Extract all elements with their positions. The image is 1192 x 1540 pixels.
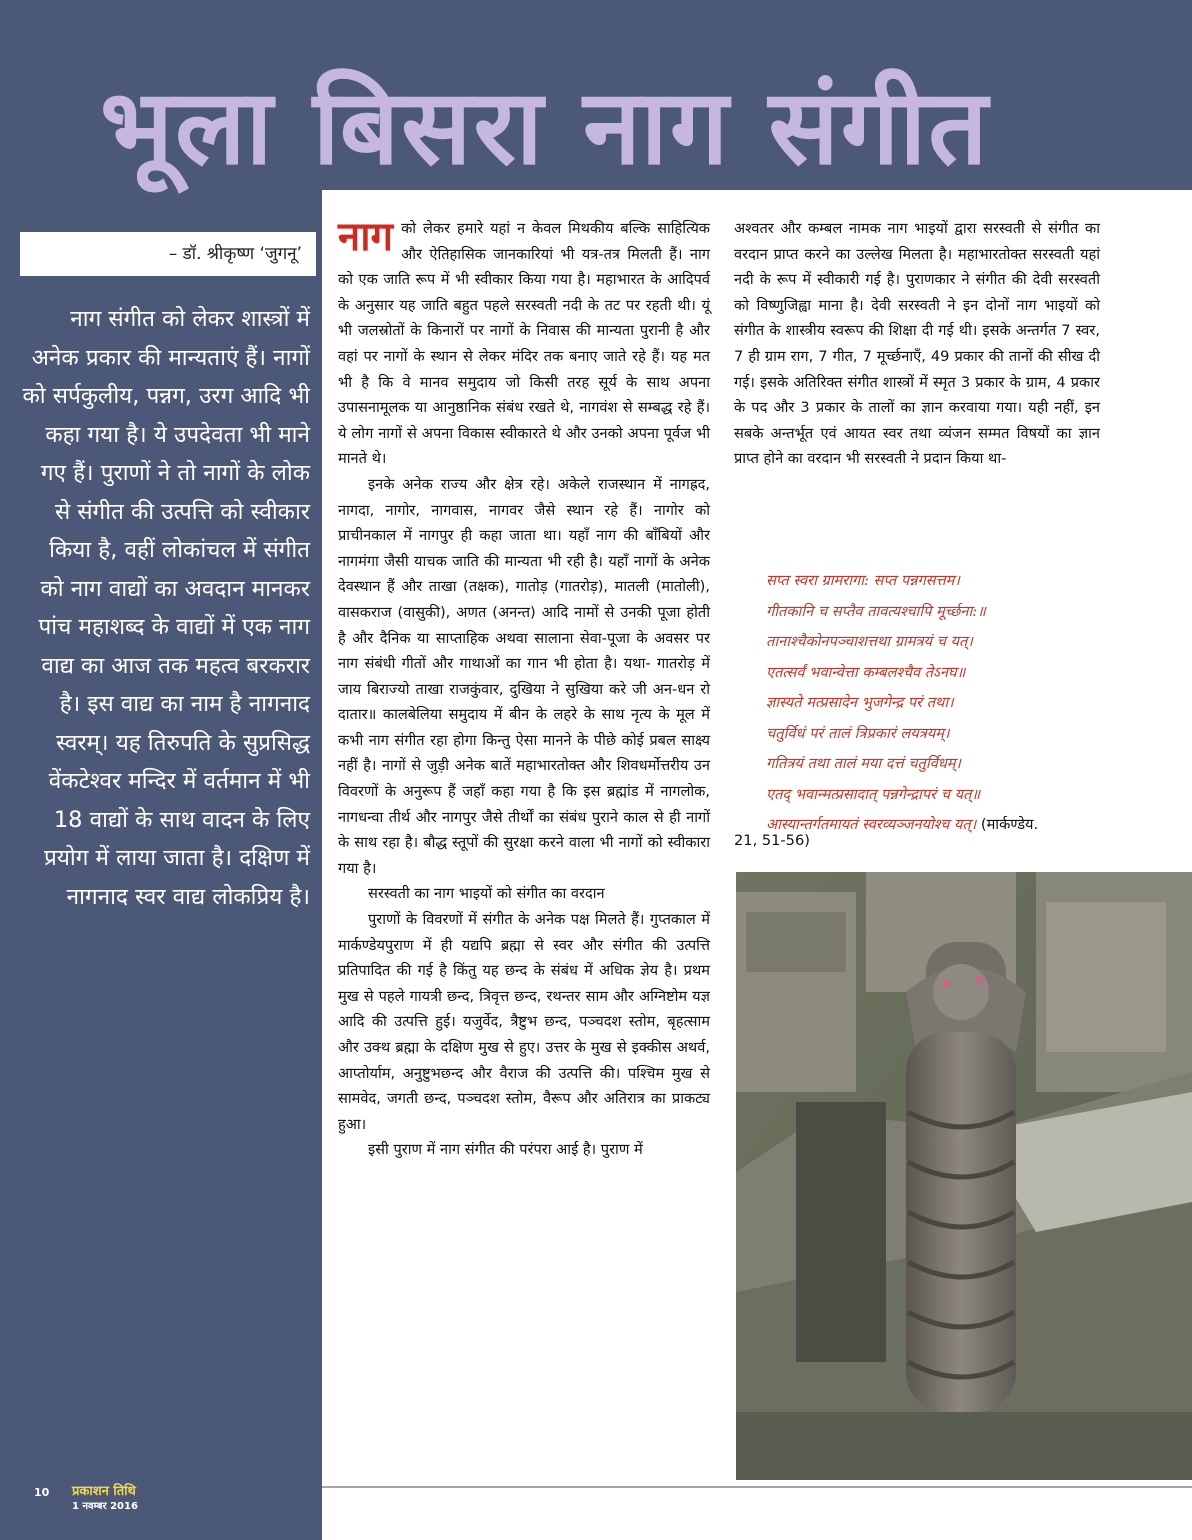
footer-rule bbox=[322, 1486, 1192, 1488]
verse-line: चतुर्विधं परं तालं त्रिप्रकारं लयत्रयम्। bbox=[766, 724, 950, 742]
verse-line: सप्त स्वरा ग्रामरागा: सप्त पन्नगसत्तम। bbox=[766, 572, 960, 589]
column-2-text: अश्वतर और कम्बल नामक नाग भाइयों द्वारा सरस्वती से संगीत का वरदान प्राप्त करने का उल्लेख मिलता है। महाभारतोक्त सरस्वती यहां नदी के रूप में स्वीकारी गई है। पुराणकार ने संगीत की देवी सरस्वती को विष्णुजिह्वा माना है। देवी सरस्वती ने इन दोनों नाग भाइयों को संगीत के शास्त्रीय स्वरूप की शिक्षा दी गई थी। इसके अन्तर्गत 7 स्वर, 7 ही ग्राम राग, 7 गीत, 7 मूर्च्छनाएँ, 49 प्रकार की तानों की सीख दी गई। इसके अतिरिक्त संगीत शास्त्रों में स्मृत 3 प्रकार के ग्राम, 4 प्रकार के पद और 3 प्रकार के तालों का ज्ञान करवाया गया। यही नहीं, इन सबके अन्तर्भूत एवं आयत स्वर तथा व्यंजन सम्मत विषयों का ज्ञान प्राप्त होने का वरदान भी सरस्वती ने प्रदान किया था- bbox=[734, 220, 1100, 468]
verse-line: एतद् भवान्मत्प्रसादात् पन्नगेन्द्रापरं च यत्॥ bbox=[766, 785, 981, 803]
paragraph-3: पुराणों के विवरणों में संगीत के अनेक पक्ष मिलते हैं। गुप्तकाल में मार्कण्डेयपुराण में ही यद्यपि ब्रह्मा से स्वर और संगीत की उत्पत्ति प्रतिपादित की गई है किंतु यह छन्द के संबंध में अधिक ज्ञेय है। प्रथम मुख से पहले गायत्री छन्द, त्रिवृत्त छन्द, रथन्तर साम और अग्निष्टोम यज्ञ आदि की उत्पत्ति हुई। यजुर्वेद, त्रैष्टुभ छन्द, पञ्चदश स्तोम, बृहत्साम और उक्थ ब्रह्मा के दक्षिण मुख से हुए। उत्तर के मुख से इक्कीस अथर्व, आप्तोर्याम, अनुष्टुभछन्द और वैराज की उत्पत्ति की। पश्चिम मुख से सामवेद, जगती छन्द, पञ्चदश स्तोम, वैरूप और अतिरात्र का प्राकट्य हुआ। bbox=[338, 911, 710, 1133]
verse-reference-end: 21, 51-56) bbox=[734, 832, 810, 849]
verse-line bbox=[766, 810, 1156, 841]
article-column-2 bbox=[734, 216, 1100, 472]
paragraph-1-text: को लेकर हमारे यहां न केवल मिथकीय बल्कि साहित्यिक और ऐतिहासिक जानकारियां भी यत्र-तत्र मिलती हैं। नाग को एक जाति रूप में भी स्वीकार किया गया है। महाभारत के आदिपर्व के अनुसार यह जाति बहुत पहले सरस्वती नदी के तट पर रहती थी। यूं भी जलस्रोतों के किनारों पर नागों के निवास की मान्यता पुरानी है और वहां पर नागों के स्थान से लेकर मंदिर तक बनाए जाते रहे हैं। यह मत भी है कि वे मानव समुदाय जो किसी तरह सूर्य के साथ अपना उपासनामूलक या आनुष्ठानिक संबंध रखते थे, नागवंश से सम्बद्ध रहे हैं। ये लोग नागों से अपना विकास स्वीकारते थे और उनको अपना पूर्वज भी मानते थे। bbox=[338, 220, 710, 468]
magazine-name: प्रकाशन तिथि bbox=[72, 1484, 136, 1499]
verse-line: तानाश्चैकोनपञ्चाशत्तथा ग्रामत्रयं च यत्। bbox=[766, 633, 973, 650]
paragraph-1 bbox=[338, 216, 710, 472]
naga-sculpture-photo bbox=[736, 872, 1192, 1480]
verse-line: गीतकानि च सप्तैव तावत्यश्चापि मूर्च्छना:॥ bbox=[766, 602, 986, 620]
issue-date: 1 नवम्बर 2016 bbox=[72, 1501, 138, 1512]
page-number: 10 bbox=[34, 1486, 50, 1499]
verse-line: ज्ञास्यते मत्प्रसादेन भुजगेन्द्र परं तथा। bbox=[766, 694, 954, 711]
naga-sculpture-image bbox=[736, 872, 1192, 1480]
page-title: भूला बिसरा नाग संगीत bbox=[100, 66, 990, 188]
sanskrit-verse bbox=[766, 566, 1156, 841]
paragraph-4: इसी पुराण में नाग संगीत की परंपरा आई है। पुराण में bbox=[368, 1141, 643, 1159]
article-column-1 bbox=[338, 216, 710, 1163]
section-subhead: सरस्वती का नाग भाइयों को संगीत का वरदान bbox=[368, 885, 605, 903]
drop-cap-word: नाग bbox=[338, 214, 394, 260]
paragraph-2: इनके अनेक राज्य और क्षेत्र रहे। अकेले राजस्थान में नागह्रद, नागदा, नागोर, नागवास, नागवर जैसे स्थान रहे हैं। नागोर को प्राचीनकाल में नागपुर ही कहा जाता था। यहाँ नाग की बाँबियों और नागमंगा जैसी याचक जाति की मान्यता भी रही है। यहाँ नागों के अनेक देवस्थान हैं और ताखा (तक्षक), गातोड़ (गातरोड़), मातली (मातोली), वासकराज (वासुकी), अणत (अनन्त) आदि नामों से उनकी पूजा होती है और दैनिक या साप्ताहिक अथवा सालाना सेवा-पूजा के अवसर पर नाग संबंधी गीतों और गाथाओं का गान भी होता है। यथा- गातरोड़ में जाय बिराज्यो ताखा राजकुंवार, दुखिया ने सुखिया करे जी अन-धन रो दातार॥ कालबेलिया समुदाय में बीन के लहरे के साथ नृत्य के मूल में कभी नाग संगीत रहा होगा किन्तु ऐसा मानने के पीछे कोई प्रबल साक्ष्य नहीं है। नागों से जुड़ी अनेक बातें महाभारतोक्त और शिवधर्मोत्तरीय उन विवरणों के अनुरूप हैं जहाँ कहा गया है कि इस ब्रह्मांड में नागलोक, नागधन्वा तीर्थ और नागपुर जैसे तीर्थों का संबंध पुराने काल से ही नागों के साथ रहा है। बौद्ध स्तूपों की सुरक्षा करने वाला भी नागों को स्वीकारा गया है। bbox=[338, 475, 710, 877]
verse-line: गतित्रयं तथा तालं मया दत्तं चतुर्विधम्। bbox=[766, 755, 961, 772]
verse-reference-start: (मार्कण्डेय. bbox=[980, 816, 1039, 833]
verse-line: एतत्सर्वं भवान्वेत्ता कम्बलश्चैव तेऽनघ॥ bbox=[766, 663, 966, 681]
verse-last-line: आस्यान्तर्गतमायतं स्वरव्यञ्जनयोश्च यत्। bbox=[766, 816, 977, 833]
sidebar-pull-quote: नाग संगीत को लेकर शास्त्रों में अनेक प्रकार की मान्यताएं हैं। नागों को सर्पकुलीय, पन्नग, उरग आदि भी कहा गया है। ये उपदेवता भी माने गए हैं। पुराणों ने तो नागों के लोक से संगीत की उत्पत्ति को स्वीकार किया है, वहीं लोकांचल में संगीत को नाग वाद्यों का अवदान मानकर पांच महाशब्द के वाद्यों में एक नाग वाद्य का आज तक महत्व बरकरार है। इस वाद्य का नाम है नागनाद स्वरम्। यह तिरुपति के सुप्रसिद्ध वेंकटेश्वर मन्दिर में वर्तमान में भी 18 वाद्यों के साथ वादन के लिए प्रयोग में लाया जाता है। दक्षिण में नागनाद स्वर वाद्य लोकप्रिय है। bbox=[22, 306, 310, 910]
author-byline: – डॉ. श्रीकृष्ण ‘जुगनू’ bbox=[20, 232, 316, 276]
